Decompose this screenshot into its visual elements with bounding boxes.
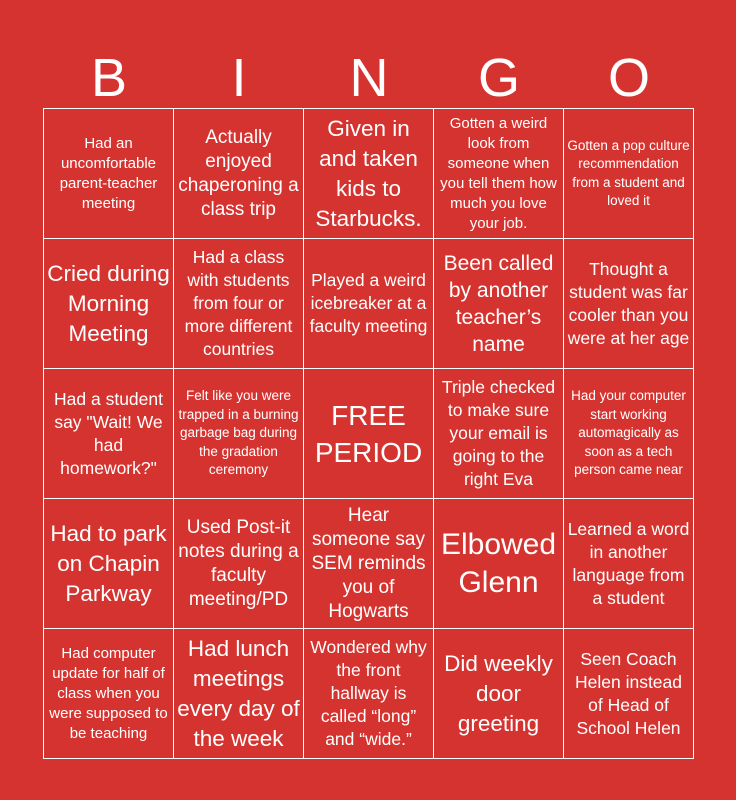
bingo-cell-r4c2[interactable] [174, 499, 304, 629]
bingo-cell-r1c2[interactable] [174, 109, 304, 239]
bingo-cell-r5c5[interactable] [564, 629, 694, 759]
bingo-cell-r5c3[interactable] [304, 629, 434, 759]
bingo-cell-r1c1[interactable] [44, 109, 174, 239]
header-letter-g: G [477, 48, 520, 108]
bingo-cell-r3c2[interactable] [174, 369, 304, 499]
bingo-cell-r5c1[interactable] [44, 629, 174, 759]
bingo-cell-r1c5[interactable] [564, 109, 694, 239]
bingo-cell-free[interactable] [304, 369, 434, 499]
bingo-cell-text: Been called by another teacher’s name [443, 251, 554, 356]
bingo-cell-text: Given in and taken kids to Starbucks. [315, 115, 422, 231]
bingo-cell-r4c3[interactable] [304, 499, 434, 629]
bingo-cell-text: Had a class with students from four or more different countries [184, 247, 293, 359]
bingo-cell-r5c2[interactable] [174, 629, 304, 759]
bingo-cell-r4c4[interactable] [434, 499, 564, 629]
bingo-cell-r2c1[interactable] [44, 239, 174, 369]
bingo-cell-text: Learned a word in another language from a student [567, 518, 690, 608]
bingo-cell-r3c5[interactable] [564, 369, 694, 499]
bingo-cell-text: Had a student say "Wait! We had homework?" [54, 388, 163, 478]
bingo-cell-text: Had to park on Chapin Parkway [50, 520, 167, 606]
bingo-cell-text: Wondered why the front hallway is called “long” and “wide.” [310, 637, 427, 749]
bingo-board [43, 108, 694, 759]
bingo-cell-text: FREE PERIOD [314, 399, 423, 468]
bingo-cell-r4c1[interactable] [44, 499, 174, 629]
bingo-cell-text: Elbowed Glenn [440, 527, 557, 599]
bingo-cell-text: Triple checked to make sure your email is going to the right Eva [441, 377, 556, 489]
bingo-cell-text: Actually enjoyed chaperoning a class trip [178, 126, 299, 220]
bingo-cell-text: Felt like you were trapped in a burning garbage bag during the gradation ceremony [178, 388, 299, 478]
bingo-cell-text: Gotten a weird look from someone when you tell them how much you love your job. [440, 114, 557, 232]
bingo-cell-text: Had lunch meetings every day of the week [177, 635, 300, 751]
bingo-cell-text: Used Post-it notes during a faculty meeting/PD [178, 516, 299, 610]
bingo-cell-text: Had computer update for half of class when you were supposed to be teaching [49, 644, 168, 742]
bingo-cell-r2c5[interactable] [564, 239, 694, 369]
bingo-cell-text: Did weekly door greeting [444, 650, 553, 736]
bingo-cell-text: Thought a student was far cooler than you were at her age [567, 258, 690, 348]
bingo-cell-r3c1[interactable] [44, 369, 174, 499]
bingo-cell-r4c5[interactable] [564, 499, 694, 629]
bingo-cell-r3c4[interactable] [434, 369, 564, 499]
bingo-cell-text: Had your computer start working automagically as soon as a tech person came near [571, 388, 686, 478]
bingo-cell-text: Gotten a pop culture recommendation from a student and loved it [567, 137, 690, 208]
bingo-header [44, 42, 694, 114]
bingo-cell-r2c4[interactable] [434, 239, 564, 369]
bingo-cell-text: Hear someone say SEM reminds you of Hogwarts [311, 504, 426, 622]
bingo-cell-r2c3[interactable] [304, 239, 434, 369]
header-letter-n: N [349, 48, 389, 108]
bingo-cell-r5c4[interactable] [434, 629, 564, 759]
bingo-cell-text: Had an uncomfortable parent-teacher meeting [59, 134, 158, 212]
header-letter-o: O [607, 48, 650, 108]
bingo-cell-r1c3[interactable] [304, 109, 434, 239]
bingo-cell-text: Seen Coach Helen instead of Head of School Helen [574, 648, 683, 738]
header-letter-b: B [90, 48, 128, 108]
bingo-cell-r2c2[interactable] [174, 239, 304, 369]
bingo-cell-r1c4[interactable] [434, 109, 564, 239]
header-letter-i: I [231, 48, 247, 108]
bingo-cell-text: Cried during Morning Meeting [47, 260, 170, 346]
bingo-cell-text: Played a weird icebreaker at a faculty meeting [309, 270, 428, 336]
